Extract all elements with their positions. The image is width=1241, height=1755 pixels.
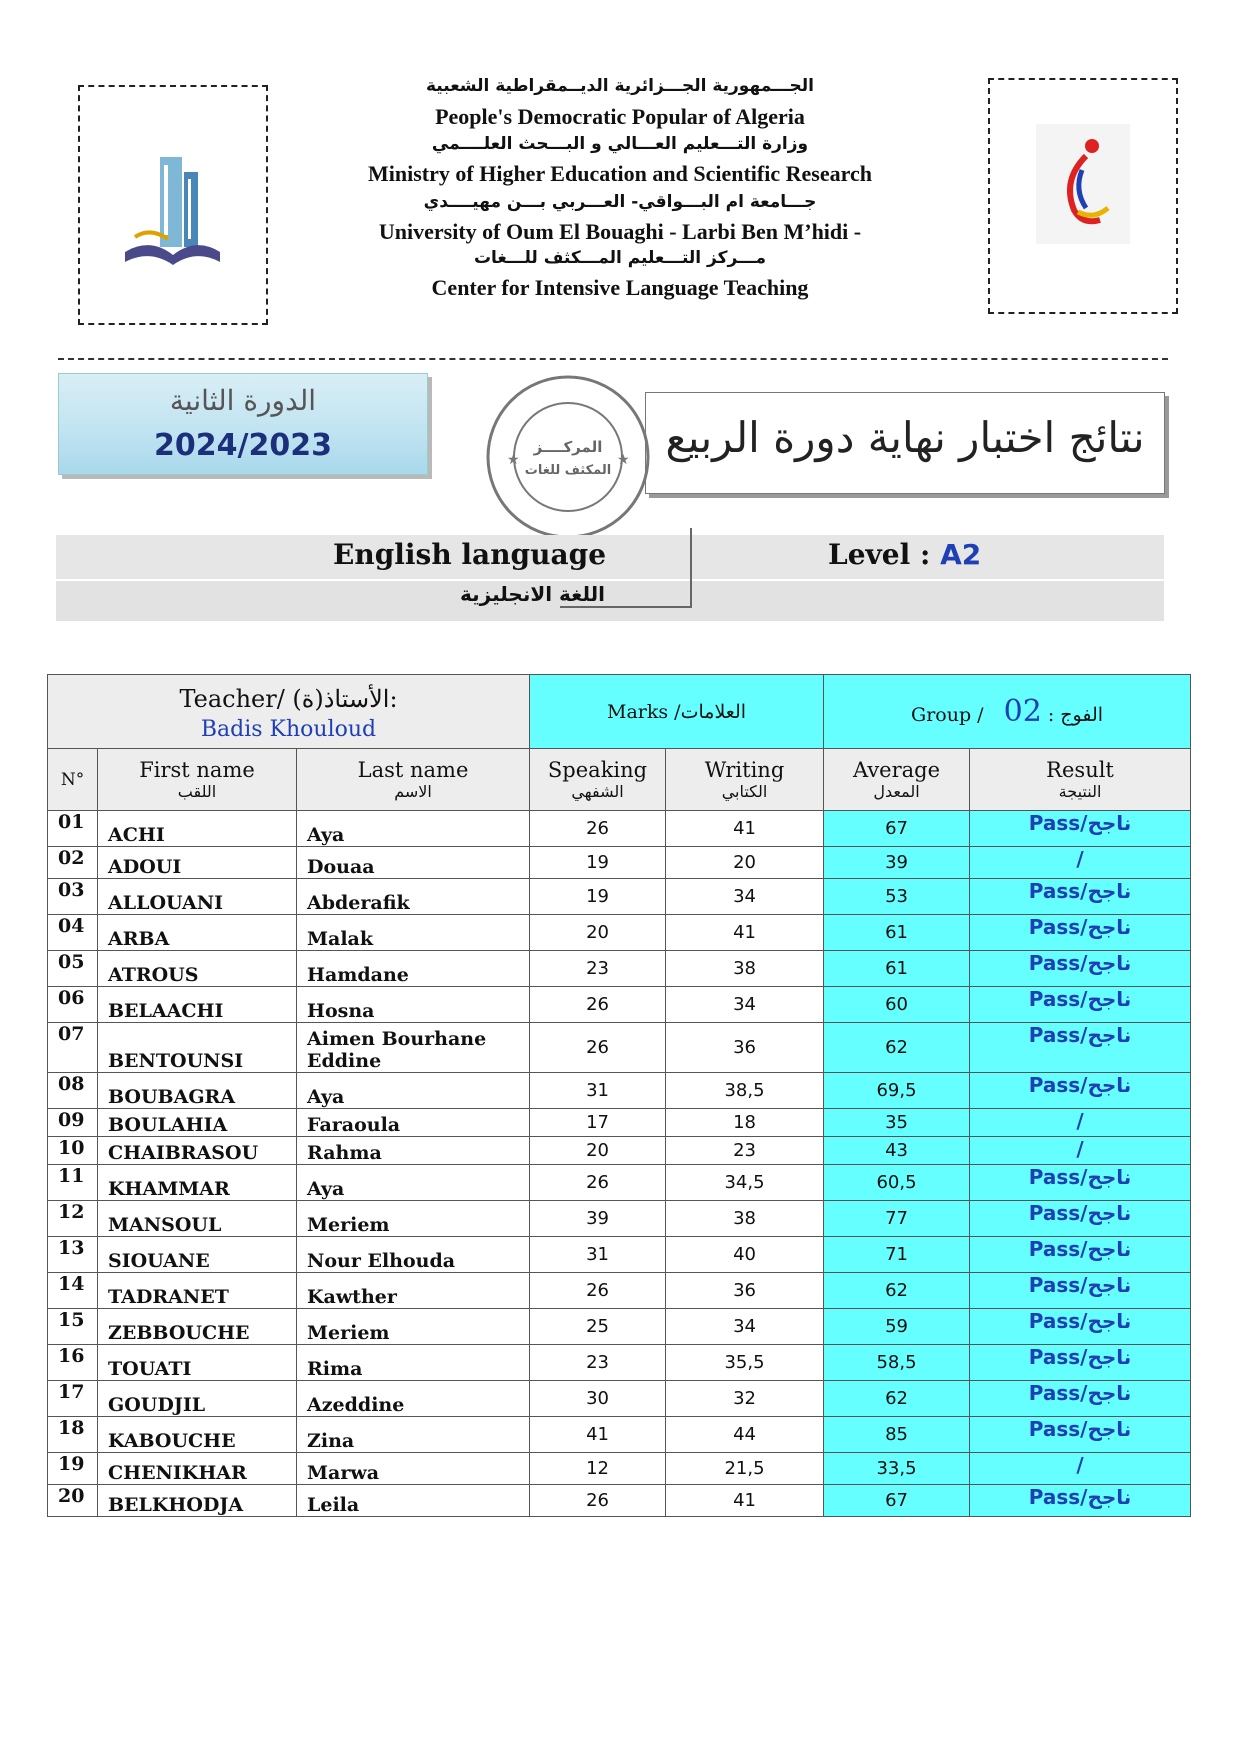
cell-last-name: Meriem bbox=[297, 1309, 530, 1345]
cell-first-name: BELKHODJA bbox=[98, 1485, 297, 1517]
cell-result: / bbox=[970, 1137, 1191, 1165]
cell-speaking: 20 bbox=[530, 915, 666, 951]
header-ar-republic: الجـــمهورية الجـــزائرية الديــمقراطية الشعبية bbox=[426, 76, 814, 96]
results-title-box bbox=[645, 392, 1165, 494]
table-row bbox=[48, 1381, 1191, 1417]
course-language-en: English language bbox=[333, 538, 607, 571]
cell-result: Pass/ناجح bbox=[970, 1237, 1191, 1273]
marks-header: Marks /العلامات bbox=[530, 675, 824, 749]
col-header-writing: Writing الكتابي bbox=[666, 749, 824, 811]
cell-result: Pass/ناجح bbox=[970, 1485, 1191, 1517]
teacher-cell bbox=[48, 675, 530, 749]
stamp-text-1: المركــــز bbox=[533, 438, 603, 456]
cell-last-name: Meriem bbox=[297, 1201, 530, 1237]
cell-last-name: Rima bbox=[297, 1345, 530, 1381]
table-row bbox=[48, 1201, 1191, 1237]
cell-first-name: KHAMMAR bbox=[98, 1165, 297, 1201]
header-ar-ministry: وزارة التـــعليم العـــالي و البـــحث العلــــمي bbox=[431, 134, 809, 154]
cell-number: 05 bbox=[48, 951, 98, 987]
table-row bbox=[48, 847, 1191, 879]
group-header bbox=[824, 675, 1191, 749]
cell-writing: 21,5 bbox=[666, 1453, 824, 1485]
cell-number: 10 bbox=[48, 1137, 98, 1165]
cell-result: Pass/ناجح bbox=[970, 1273, 1191, 1309]
cell-average: 59 bbox=[824, 1309, 970, 1345]
cell-speaking: 23 bbox=[530, 1345, 666, 1381]
table-row bbox=[48, 1273, 1191, 1309]
cell-average: 62 bbox=[824, 1023, 970, 1073]
cell-first-name: ARBA bbox=[98, 915, 297, 951]
level-label: Level : bbox=[828, 538, 931, 571]
cell-last-name: Aimen Bourhane Eddine bbox=[297, 1023, 530, 1073]
cell-result: / bbox=[970, 847, 1191, 879]
table-row bbox=[48, 1453, 1191, 1485]
cell-speaking: 31 bbox=[530, 1073, 666, 1109]
header-ar-university: جـــامعة ام البـــواقي- العـــربي بـــن مهيــــدي bbox=[423, 192, 817, 212]
cell-speaking: 30 bbox=[530, 1381, 666, 1417]
cell-number: 12 bbox=[48, 1201, 98, 1237]
cell-number: 13 bbox=[48, 1237, 98, 1273]
col-header-speaking: Speaking الشفهي bbox=[530, 749, 666, 811]
cell-first-name: TADRANET bbox=[98, 1273, 297, 1309]
cell-last-name: Hamdane bbox=[297, 951, 530, 987]
table-row bbox=[48, 915, 1191, 951]
cell-speaking: 26 bbox=[530, 1485, 666, 1517]
cell-speaking: 41 bbox=[530, 1417, 666, 1453]
official-stamp bbox=[483, 372, 653, 542]
cell-first-name: BOULAHIA bbox=[98, 1109, 297, 1137]
cell-number: 02 bbox=[48, 847, 98, 879]
cell-last-name: Aya bbox=[297, 1073, 530, 1109]
table-row bbox=[48, 1417, 1191, 1453]
cell-last-name: Aya bbox=[297, 1165, 530, 1201]
course-underline bbox=[560, 606, 690, 608]
cell-result: Pass/ناجح bbox=[970, 1165, 1191, 1201]
cell-number: 20 bbox=[48, 1485, 98, 1517]
cell-average: 67 bbox=[824, 811, 970, 847]
header-en-ministry: Ministry of Higher Education and Scientific Research bbox=[368, 161, 872, 186]
cell-average: 35 bbox=[824, 1109, 970, 1137]
cell-speaking: 19 bbox=[530, 847, 666, 879]
university-logo-box bbox=[78, 85, 268, 325]
table-row bbox=[48, 879, 1191, 915]
cell-last-name: Leila bbox=[297, 1485, 530, 1517]
cell-result: / bbox=[970, 1453, 1191, 1485]
cell-speaking: 12 bbox=[530, 1453, 666, 1485]
table-row bbox=[48, 987, 1191, 1023]
table-row bbox=[48, 1485, 1191, 1517]
table-row bbox=[48, 1165, 1191, 1201]
course-band-bottom bbox=[56, 581, 1164, 621]
cell-result: Pass/ناجح bbox=[970, 1345, 1191, 1381]
cell-writing: 38,5 bbox=[666, 1073, 824, 1109]
cell-average: 33,5 bbox=[824, 1453, 970, 1485]
level-value: A2 bbox=[940, 538, 982, 571]
course-level bbox=[828, 538, 981, 571]
teacher-label: Teacher/ الأستاذ(ة): bbox=[179, 685, 398, 713]
cell-average: 62 bbox=[824, 1381, 970, 1417]
table-header-cols bbox=[48, 749, 1191, 811]
table-row bbox=[48, 1137, 1191, 1165]
cell-average: 71 bbox=[824, 1237, 970, 1273]
cell-result: Pass/ناجح bbox=[970, 987, 1191, 1023]
cell-average: 60,5 bbox=[824, 1165, 970, 1201]
cell-writing: 23 bbox=[666, 1137, 824, 1165]
table-row bbox=[48, 951, 1191, 987]
center-logo-box bbox=[988, 78, 1178, 314]
cell-speaking: 25 bbox=[530, 1309, 666, 1345]
cell-speaking: 26 bbox=[530, 987, 666, 1023]
cell-speaking: 17 bbox=[530, 1109, 666, 1137]
cell-result: Pass/ناجح bbox=[970, 951, 1191, 987]
cell-result: Pass/ناجح bbox=[970, 1073, 1191, 1109]
course-divider bbox=[690, 528, 692, 608]
cell-average: 43 bbox=[824, 1137, 970, 1165]
cell-average: 53 bbox=[824, 879, 970, 915]
cell-result: Pass/ناجح bbox=[970, 1381, 1191, 1417]
cell-result: Pass/ناجح bbox=[970, 811, 1191, 847]
col-header-average: Average المعدل bbox=[824, 749, 970, 811]
cell-last-name: Zina bbox=[297, 1417, 530, 1453]
cell-average: 67 bbox=[824, 1485, 970, 1517]
university-logo-icon bbox=[80, 87, 266, 323]
cell-first-name: ATROUS bbox=[98, 951, 297, 987]
cell-writing: 34 bbox=[666, 1309, 824, 1345]
cell-writing: 34 bbox=[666, 879, 824, 915]
table-row bbox=[48, 1237, 1191, 1273]
cell-average: 62 bbox=[824, 1273, 970, 1309]
cell-first-name: BOUBAGRA bbox=[98, 1073, 297, 1109]
cell-number: 11 bbox=[48, 1165, 98, 1201]
cell-speaking: 26 bbox=[530, 1273, 666, 1309]
cell-last-name: Hosna bbox=[297, 987, 530, 1023]
cell-writing: 34 bbox=[666, 987, 824, 1023]
cell-first-name: MANSOUL bbox=[98, 1201, 297, 1237]
cell-average: 39 bbox=[824, 847, 970, 879]
cell-writing: 41 bbox=[666, 1485, 824, 1517]
col-header-number: N° bbox=[48, 749, 98, 811]
cell-writing: 36 bbox=[666, 1023, 824, 1073]
cell-average: 85 bbox=[824, 1417, 970, 1453]
cell-last-name: Douaa bbox=[297, 847, 530, 879]
cell-first-name: ALLOUANI bbox=[98, 879, 297, 915]
cell-average: 69,5 bbox=[824, 1073, 970, 1109]
cell-first-name: CHAIBRASOU bbox=[98, 1137, 297, 1165]
stamp-icon bbox=[483, 372, 653, 542]
header-ar-center: مـــركز التـــعليم المـــكثف للـــغات bbox=[473, 248, 767, 268]
cell-number: 08 bbox=[48, 1073, 98, 1109]
cell-result: Pass/ناجح bbox=[970, 1023, 1191, 1073]
cell-result: Pass/ناجح bbox=[970, 879, 1191, 915]
header-en-center: Center for Intensive Language Teaching bbox=[431, 275, 809, 300]
cell-first-name: KABOUCHE bbox=[98, 1417, 297, 1453]
cell-average: 61 bbox=[824, 951, 970, 987]
svg-text:★: ★ bbox=[507, 452, 520, 468]
header-separator bbox=[58, 358, 1168, 360]
cell-average: 61 bbox=[824, 915, 970, 951]
cell-speaking: 19 bbox=[530, 879, 666, 915]
col-header-last-name: Last name الاسم bbox=[297, 749, 530, 811]
cell-result: Pass/ناجح bbox=[970, 915, 1191, 951]
cell-writing: 41 bbox=[666, 915, 824, 951]
cell-first-name: BELAACHI bbox=[98, 987, 297, 1023]
cell-result: Pass/ناجح bbox=[970, 1417, 1191, 1453]
cell-result: Pass/ناجح bbox=[970, 1309, 1191, 1345]
cell-number: 07 bbox=[48, 1023, 98, 1073]
cell-speaking: 20 bbox=[530, 1137, 666, 1165]
table-row bbox=[48, 811, 1191, 847]
cell-writing: 44 bbox=[666, 1417, 824, 1453]
cell-writing: 40 bbox=[666, 1237, 824, 1273]
cell-last-name: Nour Elhouda bbox=[297, 1237, 530, 1273]
cell-writing: 34,5 bbox=[666, 1165, 824, 1201]
cell-number: 19 bbox=[48, 1453, 98, 1485]
cell-speaking: 31 bbox=[530, 1237, 666, 1273]
cell-first-name: ZEBBOUCHE bbox=[98, 1309, 297, 1345]
cell-last-name: Malak bbox=[297, 915, 530, 951]
cell-number: 09 bbox=[48, 1109, 98, 1137]
cell-writing: 36 bbox=[666, 1273, 824, 1309]
cell-last-name: Aya bbox=[297, 811, 530, 847]
cell-result: / bbox=[970, 1109, 1191, 1137]
cell-first-name: SIOUANE bbox=[98, 1237, 297, 1273]
group-label: Group / الفوج : bbox=[911, 704, 1104, 726]
session-label: الدورة الثانية bbox=[169, 384, 317, 417]
cell-writing: 41 bbox=[666, 811, 824, 847]
center-logo-icon bbox=[990, 80, 1176, 312]
cell-writing: 38 bbox=[666, 1201, 824, 1237]
cell-last-name: Azeddine bbox=[297, 1381, 530, 1417]
table-row bbox=[48, 1109, 1191, 1137]
cell-average: 77 bbox=[824, 1201, 970, 1237]
cell-result: Pass/ناجح bbox=[970, 1201, 1191, 1237]
cell-last-name: Marwa bbox=[297, 1453, 530, 1485]
header-en-republic: People's Democratic Popular of Algeria bbox=[435, 104, 805, 129]
col-header-result: Result النتيجة bbox=[970, 749, 1191, 811]
cell-number: 01 bbox=[48, 811, 98, 847]
cell-first-name: BENTOUNSI bbox=[98, 1023, 297, 1073]
cell-speaking: 26 bbox=[530, 1165, 666, 1201]
table-header-top bbox=[48, 675, 1191, 749]
stamp-text-2: المكثف للغات bbox=[524, 463, 612, 478]
cell-number: 17 bbox=[48, 1381, 98, 1417]
cell-number: 16 bbox=[48, 1345, 98, 1381]
col-header-first-name: First name اللقب bbox=[98, 749, 297, 811]
cell-number: 15 bbox=[48, 1309, 98, 1345]
cell-average: 60 bbox=[824, 987, 970, 1023]
table-row bbox=[48, 1023, 1191, 1073]
cell-last-name: Faraoula bbox=[297, 1109, 530, 1137]
cell-speaking: 26 bbox=[530, 1023, 666, 1073]
table-row bbox=[48, 1345, 1191, 1381]
cell-number: 18 bbox=[48, 1417, 98, 1453]
session-box bbox=[58, 373, 428, 475]
cell-last-name: Kawther bbox=[297, 1273, 530, 1309]
group-value: 02 bbox=[1003, 694, 1042, 729]
cell-speaking: 23 bbox=[530, 951, 666, 987]
cell-speaking: 39 bbox=[530, 1201, 666, 1237]
cell-number: 14 bbox=[48, 1273, 98, 1309]
cell-first-name: GOUDJIL bbox=[98, 1381, 297, 1417]
cell-number: 06 bbox=[48, 987, 98, 1023]
results-table bbox=[47, 674, 1191, 1517]
cell-last-name: Abderafik bbox=[297, 879, 530, 915]
cell-first-name: ADOUI bbox=[98, 847, 297, 879]
table-row bbox=[48, 1073, 1191, 1109]
cell-first-name: ACHI bbox=[98, 811, 297, 847]
header-en-university: University of Oum El Bouaghi - Larbi Ben M’hidi - bbox=[378, 219, 862, 244]
course-language-ar: اللغة الانجليزية bbox=[460, 582, 605, 606]
cell-writing: 38 bbox=[666, 951, 824, 987]
cell-number: 03 bbox=[48, 879, 98, 915]
cell-writing: 35,5 bbox=[666, 1345, 824, 1381]
svg-text:★: ★ bbox=[617, 452, 630, 468]
cell-first-name: TOUATI bbox=[98, 1345, 297, 1381]
cell-writing: 18 bbox=[666, 1109, 824, 1137]
cell-first-name: CHENIKHAR bbox=[98, 1453, 297, 1485]
cell-writing: 32 bbox=[666, 1381, 824, 1417]
cell-speaking: 26 bbox=[530, 811, 666, 847]
session-year: 2024/2023 bbox=[154, 428, 332, 463]
results-title: نتائج اختبار نهاية دورة الربيع bbox=[665, 413, 1145, 462]
cell-average: 58,5 bbox=[824, 1345, 970, 1381]
teacher-name: Badis Khouloud bbox=[200, 717, 377, 742]
cell-number: 04 bbox=[48, 915, 98, 951]
cell-writing: 20 bbox=[666, 847, 824, 879]
course-band-top bbox=[56, 535, 1164, 579]
cell-last-name: Rahma bbox=[297, 1137, 530, 1165]
table-row bbox=[48, 1309, 1191, 1345]
